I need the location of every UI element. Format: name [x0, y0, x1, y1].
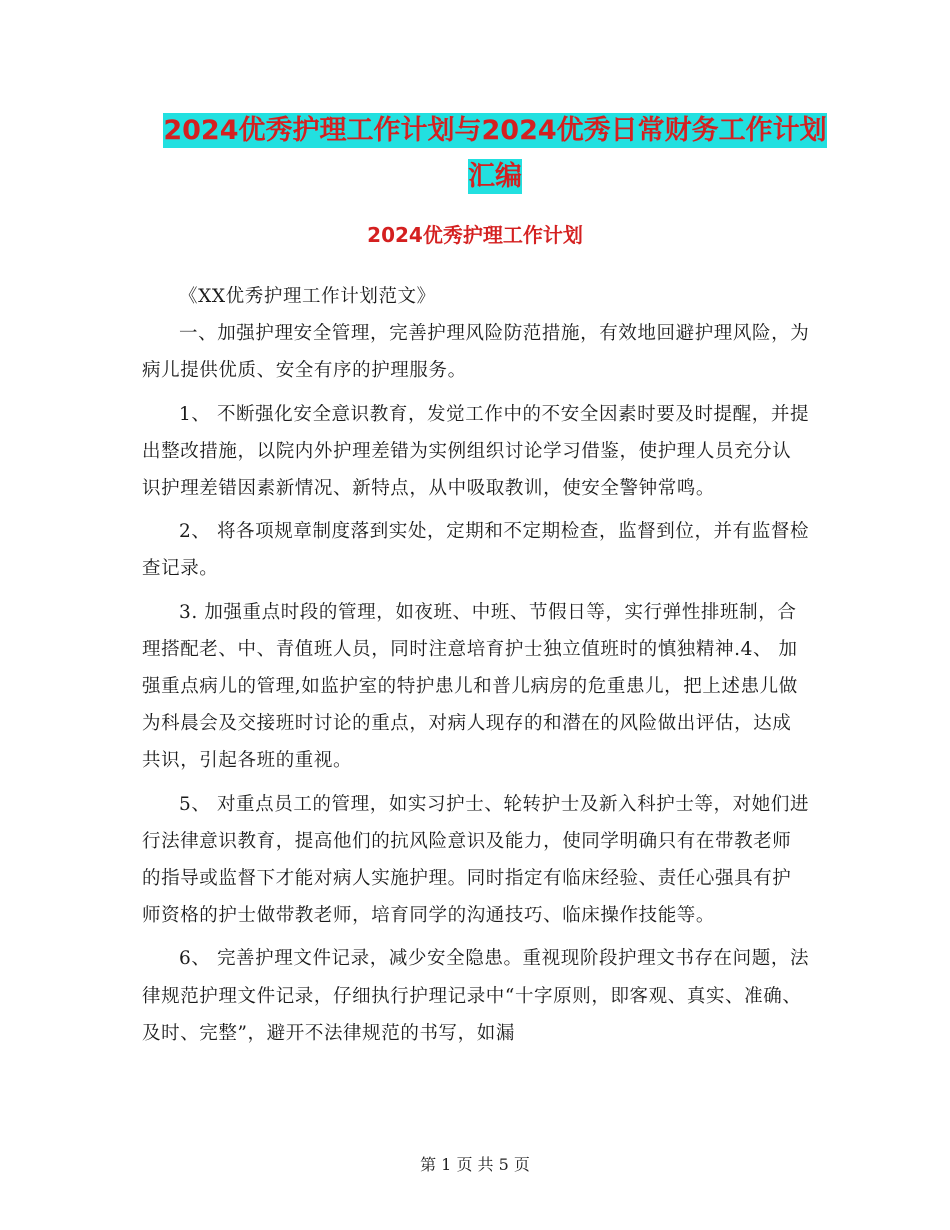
title-line-2: 汇编: [468, 161, 522, 192]
paragraph-item-6: 6、 完善护理文件记录，减少安全隐患。重视现阶段护理文书存在问题，法律规范护理文件记录，仔细执行护理记录中“十字原则，即客观、真实、准确、及时、完整”，避开不法律规范的书写，如漏: [142, 948, 810, 1044]
title-line-1: 2024优秀护理工作计划与2024优秀日常财务工作计划: [163, 115, 827, 146]
document-title: [140, 108, 850, 200]
paragraph-item-2: 2、 将各项规章制度落到实处，定期和不定期检查，监督到位，并有监督检查记录。: [142, 521, 810, 580]
paragraph-source: 《XX优秀护理工作计划范文》: [179, 286, 436, 307]
paragraph-item-1: 1、 不断强化安全意识教育，发觉工作中的不安全因素时要及时提醒，并提出整改措施，以院内外护理差错为实例组织讨论学习借鉴，使护理人员充分认识护理差错因素新情况、新特点，从中吸取教训，使安全警钟常鸣。: [142, 403, 810, 500]
document-body: [142, 278, 810, 1052]
page-footer: 第 1 页 共 5 页: [420, 1155, 530, 1174]
paragraph-item-3-4: 3. 加强重点时段的管理，如夜班、中班、节假日等，实行弹性排班制，合理搭配老、中、青值班人员，同时注意培育护士独立值班时的慎独精神.4、 加强重点病儿的管理,如监护室的特护患儿和普儿病房的危重患儿，把上述患儿做为科晨会及交接班时讨论的重点，对病人现存的和潜在的风险做出评估，达成共识，引起各班的重视。: [142, 601, 798, 772]
paragraph-item-5: 5、 对重点员工的管理，如实习护士、轮转护士及新入科护士等，对她们进行法律意识教育，提高他们的抗风险意识及能力，使同学明确只有在带教老师的指导或监督下才能对病人实施护理。同时指定有临床经验、责任心强具有护师资格的护士做带教老师，培育同学的沟通技巧、临床操作技能等。: [142, 793, 810, 927]
paragraph-heading-1: 一、加强护理安全管理，完善护理风险防范措施，有效地回避护理风险，为病儿提供优质、安全有序的护理服务。: [142, 323, 810, 382]
section-title: 2024优秀护理工作计划: [367, 223, 583, 247]
